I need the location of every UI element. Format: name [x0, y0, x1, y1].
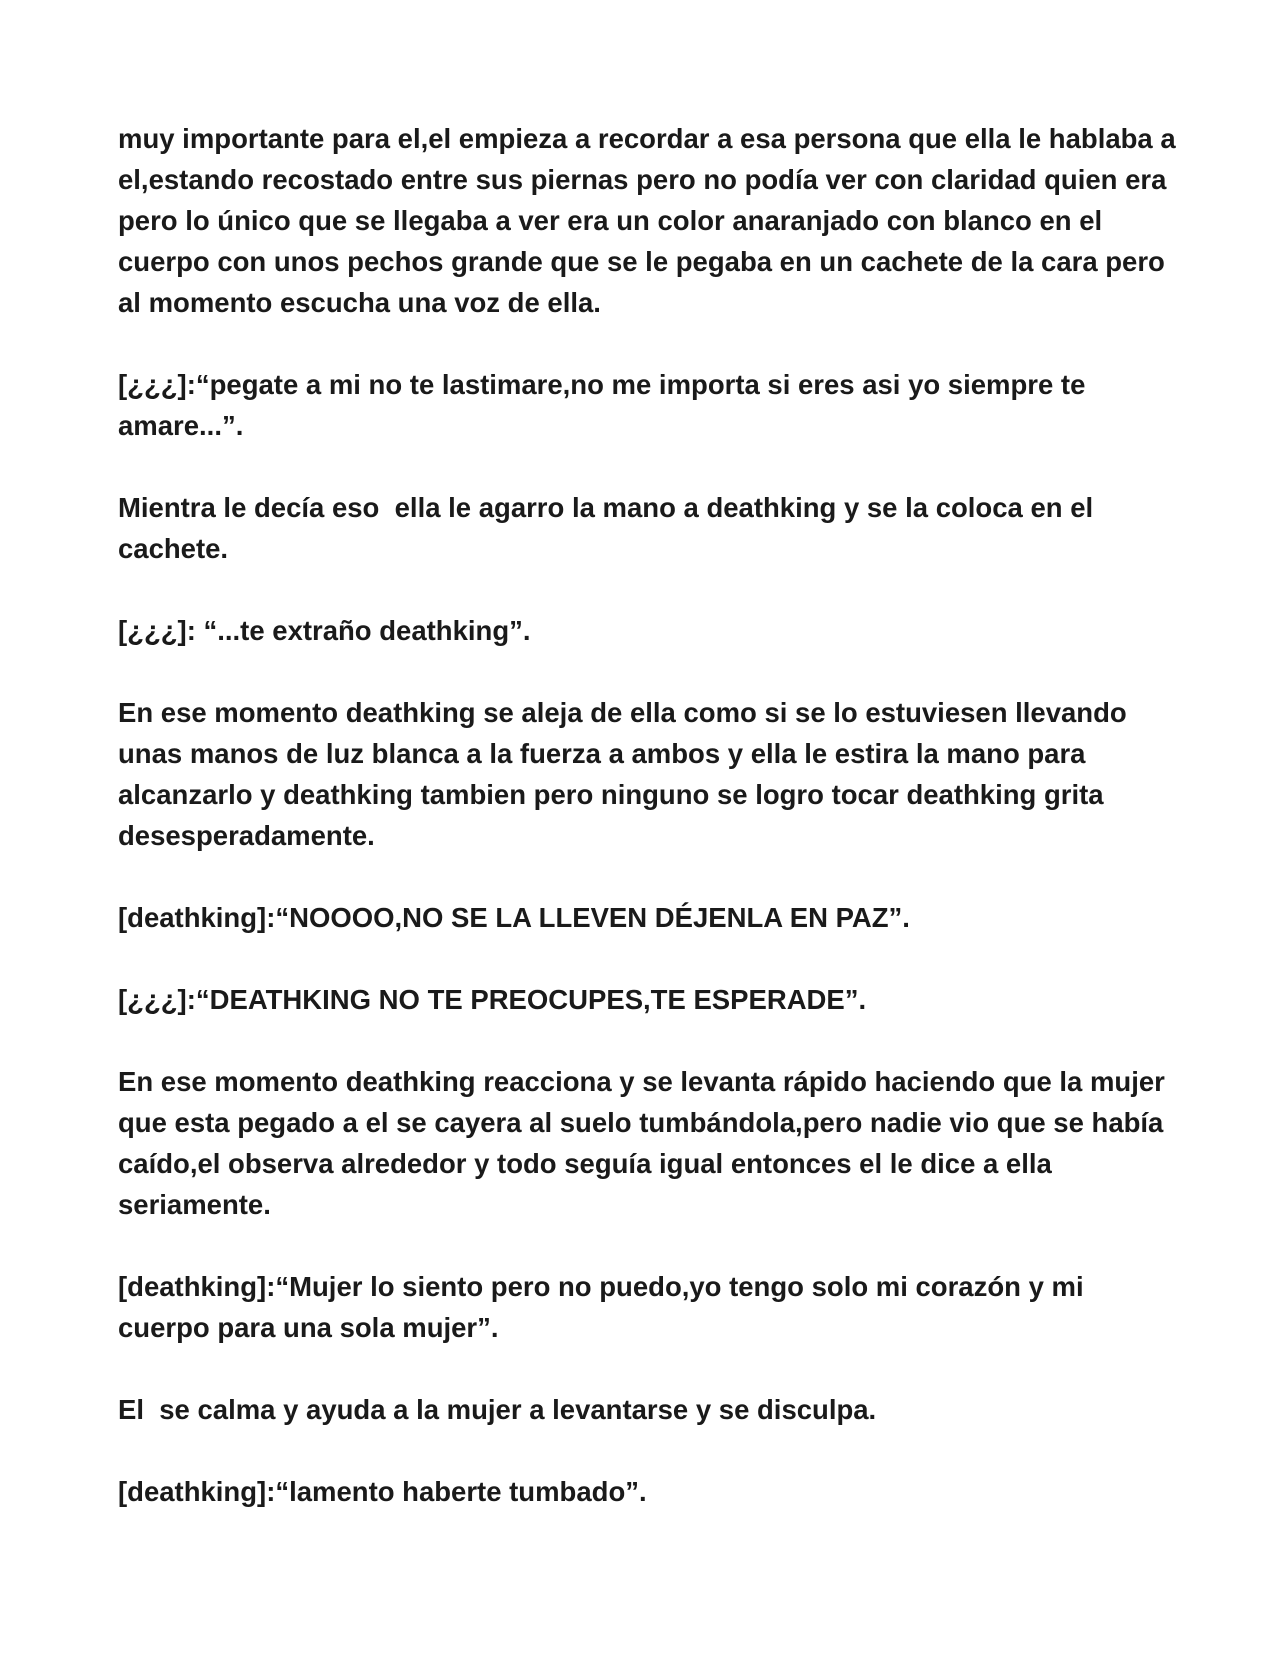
paragraph-dialogue: [deathking]:“lamento haberte tumbado”.: [118, 1476, 647, 1507]
paragraph-dialogue: [deathking]:“Mujer lo siento pero no puedo,yo tengo solo mi corazón y mi cuerpo para una sola mujer”.: [118, 1271, 1092, 1343]
paragraph-narration: En ese momento deathking se aleja de ella como si se lo estuviesen llevando unas manos de luz blanca a la fuerza a ambos y ella le estira la mano para alcanzarlo y deathking tambien pero ninguno se logro tocar deathking grita desesperadamente.: [118, 697, 1135, 851]
document-body: [118, 118, 1184, 1553]
paragraph-narration: En ese momento deathking reacciona y se levanta rápido haciendo que la mujer que esta pegado a el se cayera al suelo tumbándola,pero nadie vio que se había caído,el observa alrededor y todo seguía igual entonces el le dice a ella seriamente.: [118, 1066, 1173, 1220]
paragraph-dialogue: [¿¿¿]:“DEATHKING NO TE PREOCUPES,TE ESPERADE”.: [118, 984, 867, 1015]
paragraph-narration: El se calma y ayuda a la mujer a levantarse y se disculpa.: [118, 1394, 877, 1425]
paragraph-narration: Mientra le decía eso ella le agarro la mano a deathking y se la coloca en el cachete.: [118, 492, 1101, 564]
paragraph-narration: muy importante para el,el empieza a recordar a esa persona que ella le hablaba a el,estando recostado entre sus piernas pero no podía ver con claridad quien era pero lo único que se llegaba a ver era un color anaranjado con blanco en el cuerpo con unos pechos grande que se le pegaba en un cachete de la cara pero al momento escucha una voz de ella.: [118, 123, 1184, 318]
paragraph-dialogue: [¿¿¿]:“pegate a mi no te lastimare,no me importa si eres asi yo siempre te amare...”.: [118, 369, 1094, 441]
paragraph-dialogue: [¿¿¿]: “...te extraño deathking”.: [118, 615, 531, 646]
paragraph-dialogue: [deathking]:“NOOOO,NO SE LA LLEVEN DÉJENLA EN PAZ”.: [118, 902, 910, 933]
